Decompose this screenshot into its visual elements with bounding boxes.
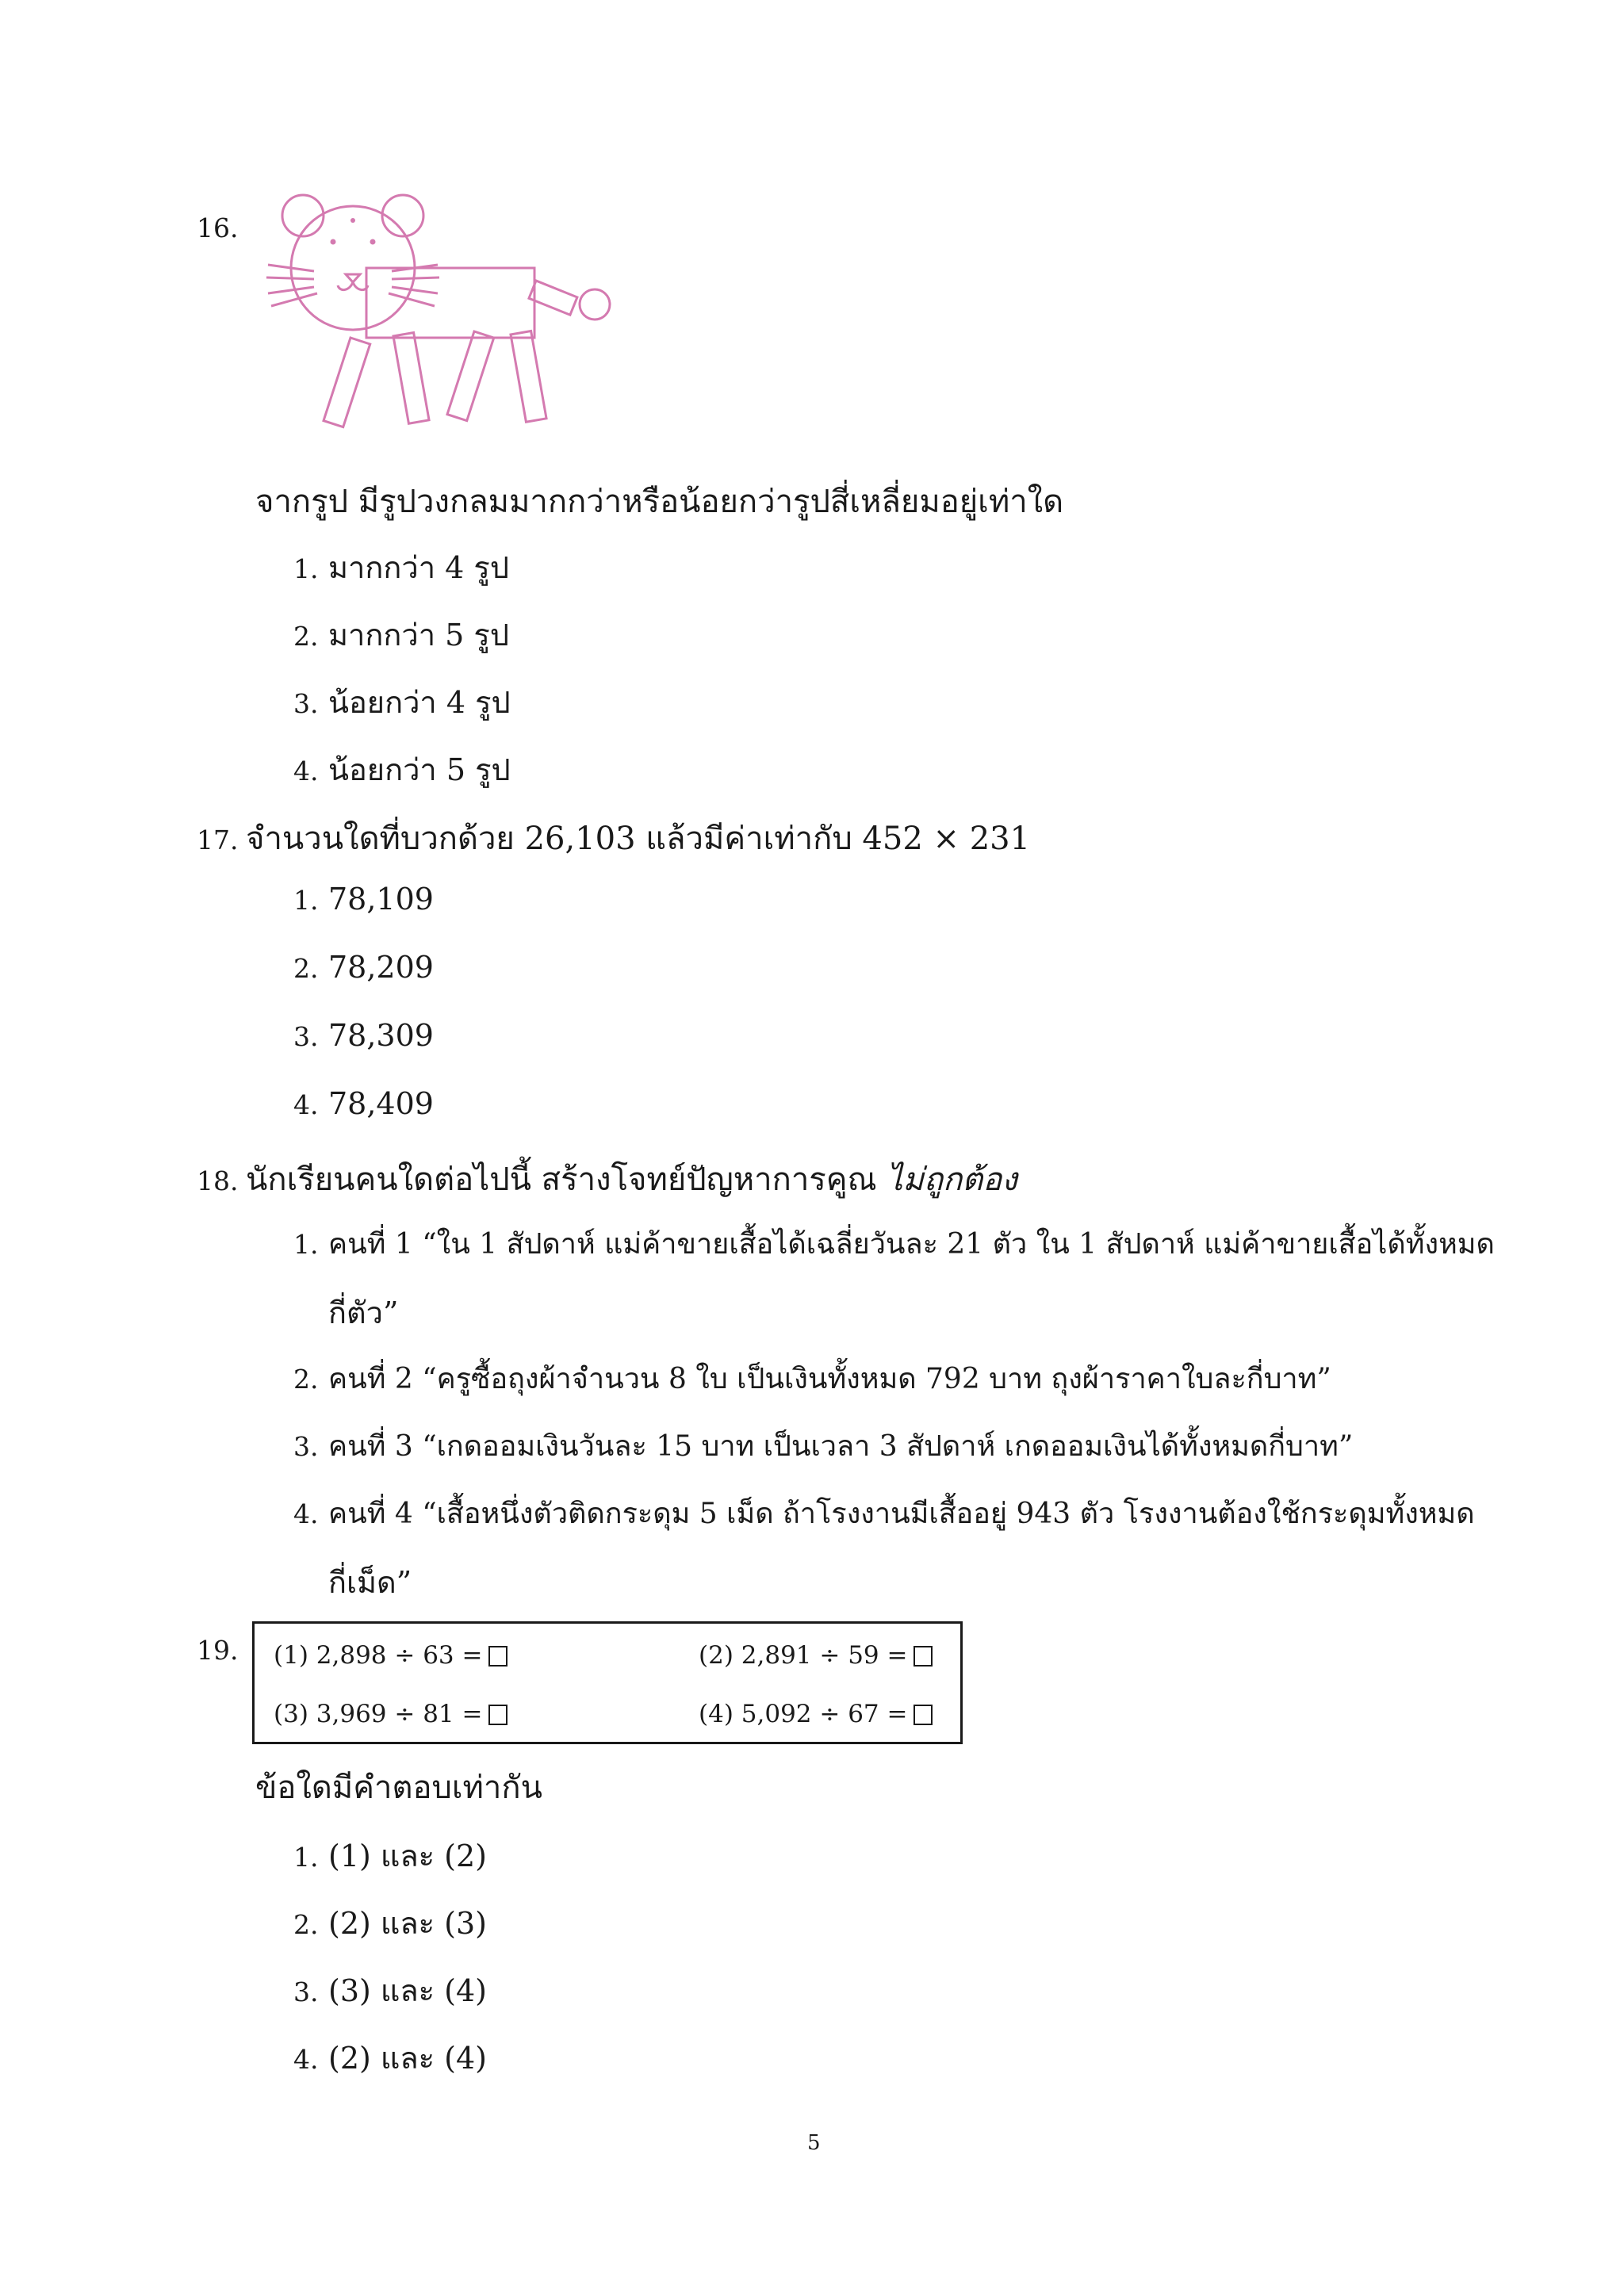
q17-option-1: 1. 78,109 [293, 882, 434, 916]
q19-number: 19. [197, 1635, 239, 1666]
q19-option-1: 1. (1) และ (2) [293, 1839, 488, 1873]
q18-option-4: 4. คนที่ 4 “เสื้อหนึ่งตัวติดกระดุม 5 เม็ด ถ้าโรงงานมีเสื้ออยู่ 943 ตัว โรงงานต้องใช้กระดุมทั้งหมด [293, 1498, 1475, 1530]
q19-equation-1: (1) 2,898 ÷ 63 = [274, 1641, 508, 1670]
cat-body-rectangle [366, 268, 534, 338]
q19-option-4: 4. (2) และ (4) [293, 2041, 488, 2076]
q16-option-3: 3. น้อยกว่า 4 รูป [293, 685, 511, 720]
cat-tail-circle [580, 289, 610, 320]
q19-equation-3: (3) 3,969 ÷ 81 = [274, 1700, 508, 1728]
answer-square-icon [914, 1646, 933, 1667]
cat-tail-rectangle [529, 281, 577, 315]
answer-square-icon [914, 1705, 933, 1725]
q18-option-3: 3. คนที่ 3 “เกดออมเงินวันละ 15 บาท เป็นเวลา 3 สัปดาห์ เกดออมเงินได้ทั้งหมดกี่บาท” [293, 1430, 1354, 1463]
cat-leg-rectangle-1 [324, 338, 370, 427]
answer-square-icon [488, 1705, 508, 1725]
q17-option-4: 4. 78,409 [293, 1086, 434, 1121]
cat-leg-rectangle-2 [393, 332, 429, 423]
q18-option-1: 1. คนที่ 1 “ใน 1 สัปดาห์ แม่ค้าขายเสื้อได้เฉลี่ยวันละ 21 ตัว ใน 1 สัปดาห์ แม่ค้าขายเสื้อได้ทั้งหมด [293, 1228, 1495, 1261]
q17-stem: จำนวนใดที่บวกด้วย 26,103 แล้วมีค่าเท่ากับ 452 × 231 [246, 821, 1031, 857]
q18-stem: นักเรียนคนใดต่อไปนี้ สร้างโจทย์ปัญหาการคูณ [246, 1161, 877, 1198]
q19-option-3: 3. (3) และ (4) [293, 1973, 488, 2008]
page-number: 5 [807, 2131, 821, 2155]
q19-equation-box [252, 1621, 963, 1744]
q16-option-2: 2. มากกว่า 5 รูป [293, 618, 509, 652]
q18-number: 18. [197, 1165, 239, 1196]
q18-option-4-cont: กี่เม็ด” [328, 1565, 412, 1600]
q18-option-1-cont: กี่ตัว” [328, 1295, 399, 1330]
q17-option-3: 3. 78,309 [293, 1018, 434, 1053]
cat-leg-rectangle-3 [447, 331, 494, 421]
q16-option-4: 4. น้อยกว่า 5 รูป [293, 752, 511, 787]
q16-number: 16. [197, 212, 239, 243]
answer-square-icon [488, 1646, 508, 1667]
q18-option-2: 2. คนที่ 2 “ครูซื้อถุงผ้าจำนวน 8 ใบ เป็นเงินทั้งหมด 792 บาท ถุงผ้าราคาใบละกี่บาท” [293, 1363, 1331, 1395]
q17-line [197, 813, 1030, 863]
q17-number: 17. [197, 825, 239, 855]
q19-equation-4: (4) 5,092 ÷ 67 = [699, 1700, 933, 1728]
q19-stem: ข้อใดมีคำตอบเท่ากัน [255, 1770, 542, 1806]
q16-stem: จากรูป มีรูปวงกลมมากกว่าหรือน้อยกว่ารูปสี่เหลี่ยมอยู่เท่าใด [255, 484, 1064, 520]
q17-option-2: 2. 78,209 [293, 950, 434, 985]
shapes-cat-figure [262, 182, 682, 436]
q19-equation-2: (2) 2,891 ÷ 59 = [699, 1641, 933, 1670]
q19-option-2: 2. (2) และ (3) [293, 1906, 488, 1941]
q18-stem-emphasis: ไม่ถูกต้อง [887, 1161, 1017, 1198]
cat-leg-rectangle-4 [511, 331, 546, 422]
q18-line [197, 1154, 1017, 1204]
q16-option-1: 1. มากกว่า 4 รูป [293, 550, 509, 585]
